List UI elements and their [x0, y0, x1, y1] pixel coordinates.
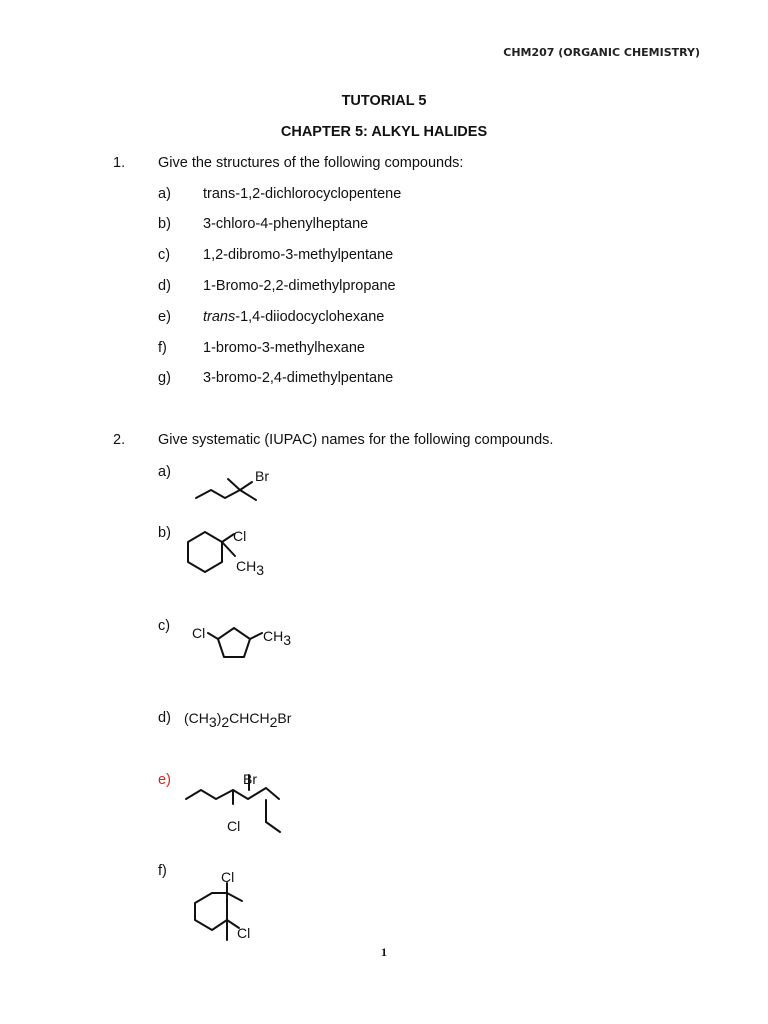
q2-item-d-label: d) — [158, 710, 171, 726]
q2-item-b-label: b) — [158, 525, 171, 541]
page-number: 1 — [381, 945, 387, 959]
course-header: CHM207 (ORGANIC CHEMISTRY) — [503, 46, 700, 59]
q2d-formula — [183, 708, 313, 732]
q1-item-label: a) — [158, 186, 171, 202]
q1-item-text: 1,2-dibromo-3-methylpentane — [203, 247, 394, 263]
q1-item-label: f) — [158, 340, 167, 356]
q2a-br-atom: Br — [255, 468, 269, 484]
q1-item-label: d) — [158, 278, 171, 294]
q2d-formula-text — [184, 710, 292, 730]
q2a-methyl-bond — [228, 479, 240, 490]
q1-item-text: trans-1,2-dichlorocyclopentene — [203, 186, 402, 202]
question-1-number: 1. — [113, 155, 126, 171]
q2c-subscript: 3 — [283, 632, 292, 648]
q2-item-e-label: e) — [158, 772, 171, 788]
q2a-structure — [190, 464, 280, 506]
q1-item-label: g) — [158, 370, 171, 386]
q2e-structure — [180, 770, 305, 840]
q2e-br-atom: Br — [243, 771, 257, 787]
q2c-ch3-bond — [250, 633, 262, 639]
q2b-cyclohexane-ring — [188, 532, 222, 572]
q2f-cl-bottom-atom: Cl — [237, 925, 251, 941]
q2d-formula-part: Br — [277, 710, 292, 726]
q2b-ch3-atom — [236, 558, 264, 578]
q2f-methyl-top-bond — [227, 893, 242, 901]
q2d-formula-subscript: 2 — [269, 714, 278, 730]
question-1-text: Give the structures of the following compounds: — [158, 155, 464, 171]
q1-item-text — [203, 309, 384, 325]
q2-item-f-label: f) — [158, 863, 167, 879]
q2c-ch3-atom — [263, 628, 291, 648]
chapter-title: CHAPTER 5: ALKYL HALIDES — [280, 124, 488, 140]
q2d-formula-subscript: 2 — [221, 714, 230, 730]
q2a-br-bond — [240, 482, 252, 490]
q2b-subscript: 3 — [256, 562, 265, 578]
q2c-structure — [190, 620, 300, 664]
q2c-ch-text: CH — [263, 628, 284, 644]
q2d-formula-part: ) — [216, 710, 222, 726]
q1-item-label: b) — [158, 216, 171, 232]
q2d-formula-subscript: 3 — [208, 714, 217, 730]
q2-item-c-label: c) — [158, 618, 171, 634]
q1-item-label: c) — [158, 247, 171, 263]
q2e-cl-atom: Cl — [227, 818, 241, 834]
q2d-formula-part: CHCH — [229, 710, 270, 726]
q1-item-text-rest: -1,4-diiodocyclohexane — [235, 309, 385, 325]
q1-item-text: 3-chloro-4-phenylheptane — [203, 216, 369, 232]
q2c-cl-bond — [208, 633, 218, 639]
q2f-cl-top-atom: Cl — [221, 869, 235, 885]
q1-item-text: 1-Bromo-2,2-dimethylpropane — [203, 278, 396, 294]
q2e-ethyl-bond-end — [266, 822, 280, 832]
q1-item-text: 1-bromo-3-methylhexane — [203, 340, 365, 356]
question-2-text: Give systematic (IUPAC) names for the following compounds. — [158, 432, 554, 448]
q2f-structure — [185, 868, 275, 946]
question-2-number: 2. — [113, 432, 126, 448]
q2-item-a-label: a) — [158, 464, 171, 480]
q2a-chain — [196, 490, 240, 498]
q2f-cyclohexane-ring — [195, 893, 227, 930]
q2b-ch3-bond — [222, 542, 235, 556]
q2d-formula-part: (CH — [184, 710, 209, 726]
q2c-cl-atom: Cl — [192, 625, 206, 641]
q1-item-italic-prefix: trans — [203, 309, 236, 325]
tutorial-title: TUTORIAL 5 — [341, 93, 427, 109]
q2a-methyl-bond — [240, 490, 256, 500]
q1-item-text: 3-bromo-2,4-dimethylpentane — [203, 370, 394, 386]
q2b-structure — [180, 524, 280, 584]
q1-item-label: e) — [158, 309, 171, 325]
q2c-cyclopentane-ring — [218, 628, 250, 657]
q2b-cl-atom: Cl — [233, 528, 247, 544]
q2b-ch-text: CH — [236, 558, 257, 574]
